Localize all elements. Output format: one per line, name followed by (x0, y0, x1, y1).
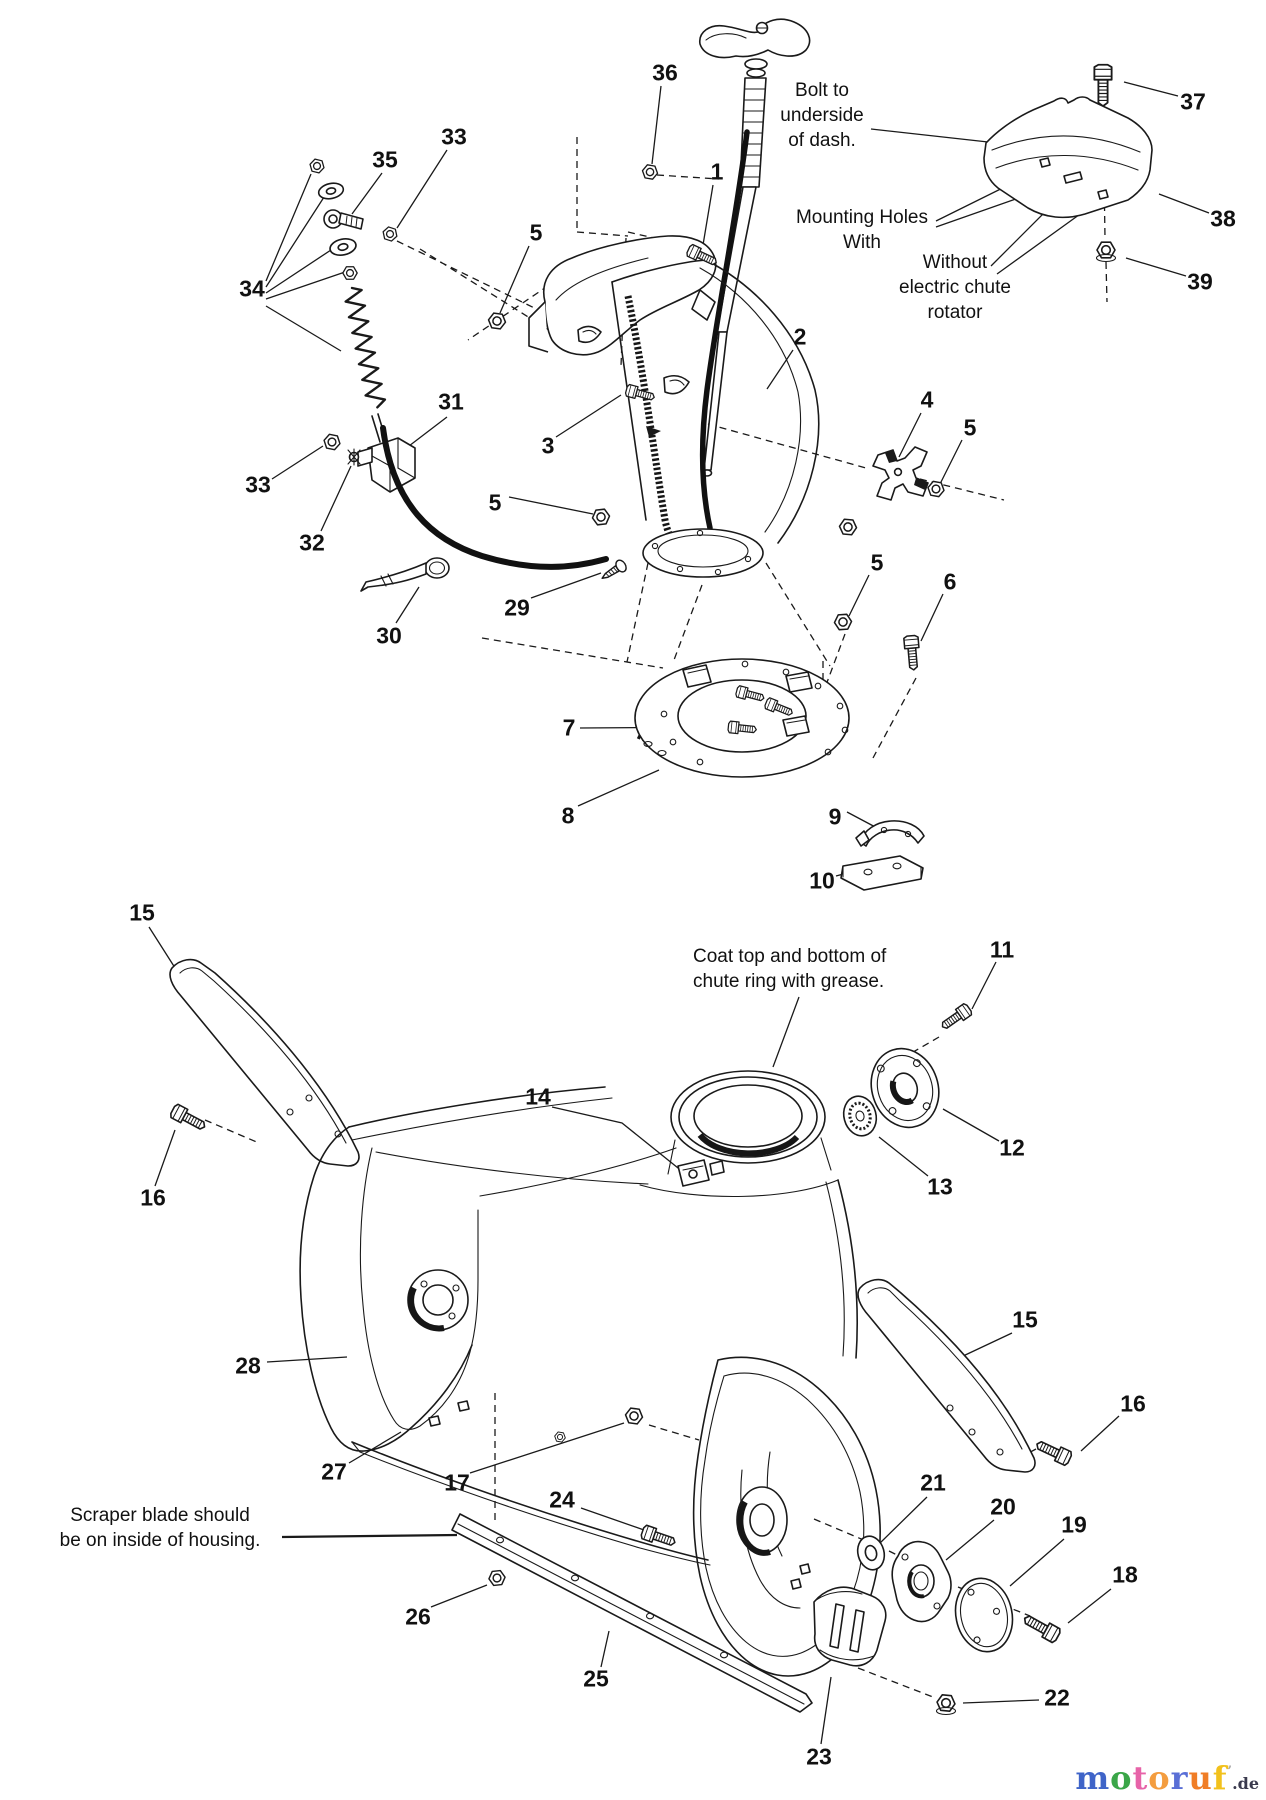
callout-14: 14 (525, 1083, 551, 1110)
callout-27: 27 (321, 1458, 347, 1485)
callout-10: 10 (809, 867, 835, 894)
side-plate-15-right (858, 1280, 1035, 1472)
callout-24: 24 (549, 1486, 575, 1513)
callout-13: 13 (927, 1173, 953, 1200)
chute-ring-8 (635, 659, 849, 777)
callout-15: 15 (1012, 1306, 1038, 1333)
bolt-24 (640, 1525, 677, 1550)
side-plate-15-left (170, 960, 359, 1166)
nut-5e (927, 481, 945, 498)
nut-5c (839, 519, 857, 535)
chute-retainer-group (839, 1003, 973, 1140)
callout-33: 33 (441, 123, 467, 150)
note-bolt-dash: Bolt to underside of dash. (780, 80, 864, 151)
callout-28: 28 (235, 1352, 261, 1379)
callout-12: 12 (999, 1134, 1025, 1161)
callout-4: 4 (920, 386, 934, 413)
callout-5: 5 (870, 549, 884, 576)
callout-38: 38 (1210, 205, 1236, 232)
nut-5a (488, 312, 507, 329)
note-without-rotator: Without electric chute rotator (899, 252, 1011, 323)
callout-16: 16 (1120, 1390, 1146, 1417)
callout-9: 9 (828, 803, 842, 830)
note-scraper: Scraper blade should be on inside of housing. (59, 1505, 261, 1551)
bolt-18 (1021, 1611, 1062, 1643)
hinge-9-10 (841, 821, 924, 890)
callout-11: 11 (989, 936, 1015, 963)
bearing-holder-23 (814, 1587, 886, 1666)
callout-20: 20 (990, 1493, 1016, 1520)
callout-25: 25 (583, 1665, 609, 1692)
callout-2: 2 (793, 323, 807, 350)
callout-21: 21 (920, 1469, 946, 1496)
bolt-16-right (1034, 1437, 1073, 1466)
cable-spring-group (309, 158, 629, 591)
callout-26: 26 (405, 1603, 431, 1630)
bolt-37 (1094, 65, 1111, 106)
auger-housing-assembly (169, 960, 1073, 1715)
callout-5: 5 (529, 219, 543, 246)
callout-37: 37 (1180, 88, 1206, 115)
nut-33b (323, 433, 342, 450)
callout-34: 34 (239, 275, 265, 302)
callout-18: 18 (1112, 1561, 1138, 1588)
callout-17: 17 (444, 1469, 470, 1496)
callout-5: 5 (488, 489, 502, 516)
bolt-11 (939, 1003, 973, 1033)
callout-8: 8 (561, 802, 575, 829)
nut-5d (834, 614, 852, 630)
nut-17 (625, 1407, 644, 1424)
mount-bracket-38 (984, 65, 1152, 262)
callout-29: 29 (504, 594, 530, 621)
leader-lines (149, 82, 1209, 1744)
callout-16: 16 (140, 1184, 166, 1211)
callout-39: 39 (1187, 268, 1213, 295)
nut-26 (488, 1570, 506, 1586)
auger-shaft-hardware (814, 1533, 1062, 1714)
watermark-logo: motoruf’.de (1075, 1759, 1259, 1797)
callout-36: 36 (652, 59, 678, 86)
callout-3: 3 (541, 432, 555, 459)
callout-6: 6 (943, 568, 957, 595)
callout-35: 35 (372, 146, 398, 173)
nut-5b (592, 509, 611, 526)
note-grease: Coat top and bottom of chute ring with grease. (693, 946, 887, 992)
chute-crank-assembly (309, 19, 1152, 890)
bolt-16-left (169, 1103, 208, 1133)
clip-14 (678, 1160, 724, 1186)
washer-21 (854, 1533, 888, 1573)
bolt-6 (904, 635, 921, 670)
flange-bearing-20 (892, 1542, 951, 1622)
callout-5: 5 (963, 414, 977, 441)
callout-30: 30 (376, 622, 402, 649)
callout-1: 1 (710, 158, 724, 185)
callout-32: 32 (299, 529, 325, 556)
cover-plate-19 (949, 1573, 1019, 1657)
note-mounting-holes: Mounting Holes With (795, 207, 929, 253)
callout-7: 7 (562, 714, 576, 741)
callout-33: 33 (245, 471, 271, 498)
callout-19: 19 (1061, 1511, 1087, 1538)
cable-tie-30 (361, 558, 449, 591)
callout-15: 15 (129, 899, 155, 926)
callout-31: 31 (438, 388, 464, 415)
nut-36 (641, 164, 658, 180)
callout-23: 23 (806, 1743, 832, 1770)
callout-22: 22 (1044, 1684, 1070, 1711)
clip-32 (348, 449, 360, 465)
